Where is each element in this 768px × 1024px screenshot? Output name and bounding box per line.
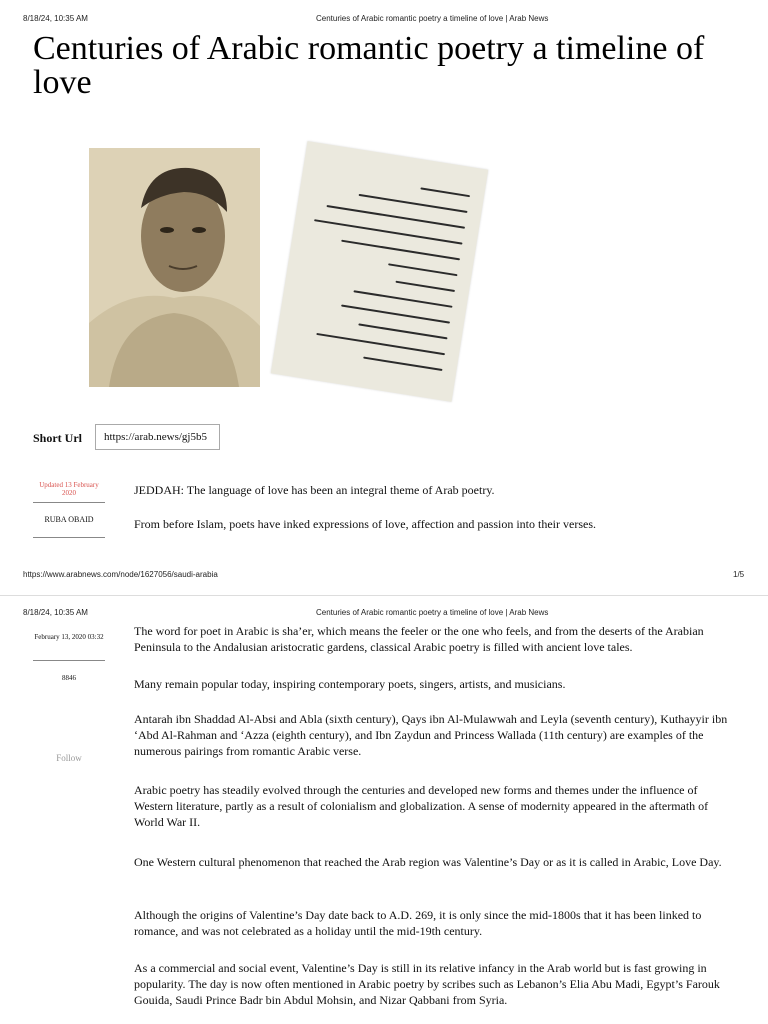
print-footer-page: 1/5 (733, 570, 745, 579)
article-paragraph: From before Islam, poets have inked expressions of love, affection and passion into their verses. (134, 517, 596, 531)
article-paragraph: Many remain popular today, inspiring contemporary poets, singers, artists, and musicians. (134, 677, 566, 691)
updated-date: Updated 13 February 2020 (39, 481, 99, 497)
article-paragraph: Antarah ibn Shaddad Al-Absi and Abla (sixth century), Qays ibn Al-Mulawwah and Leyla (seventh century), Kuthayyir ibn ‘Abd Al-Rahman and ‘Azza (eighth century), and Ibn Zaydun and Princess Wallada (11th century) are examples of the numerous pairings from romantic Arabic verse. (134, 712, 728, 758)
handwritten-poem-image (271, 141, 489, 402)
follow-button[interactable]: Follow (56, 753, 82, 763)
print-header-title: Centuries of Arabic romantic poetry a timeline of love | Arab News (316, 14, 549, 23)
page-break (0, 595, 768, 596)
article-paragraph: JEDDAH: The language of love has been an integral theme of Arab poetry. (134, 483, 495, 497)
author-name[interactable]: RUBA OBAID (44, 515, 94, 524)
article-paragraph: The word for poet in Arabic is sha’er, which means the feeler or the one who feels, and from the deserts of the Arabian Peninsula to the Andalusian aristocratic gardens, classical Arabic poetry is filled with ancient love tales. (134, 624, 704, 654)
print-header-date: 8/18/24, 10:35 AM (23, 14, 88, 23)
short-url-field[interactable]: https://arab.news/gj5b5 (95, 424, 220, 450)
divider (33, 537, 105, 538)
article-paragraph: Arabic poetry has steadily evolved through the centuries and developed new forms and themes under the influence of Western literature, partly as a result of colonialism and globalization. A sense of modernity appeared in the aftermath of World War II. (134, 783, 709, 829)
article-title: Centuries of Arabic romantic poetry a timeline of love (33, 30, 705, 101)
print-header-title: Centuries of Arabic romantic poetry a timeline of love | Arab News (316, 608, 549, 617)
short-url-label: Short Url (33, 431, 82, 445)
divider (33, 660, 105, 661)
divider (33, 502, 105, 503)
print-footer-url: https://www.arabnews.com/node/1627056/saudi-arabia (23, 570, 218, 579)
publish-date: February 13, 2020 03:32 (34, 633, 104, 641)
article-paragraph: Although the origins of Valentine’s Day date back to A.D. 269, it is only since the mid-1800s that it has been linked to romance, and was not celebrated as a holiday until the mid-19th century. (134, 908, 702, 938)
article-paragraph: As a commercial and social event, Valentine’s Day is still in its relative infancy in the Arab world but is fast growing in popularity. The day is now often mentioned in Arabic poetry by scribes such as Lebanon’s Elia Abu Madi, Egypt’s Farouk Gouida, Saudi Prince Badr bin Abdul Mohsin, and Nizar Qabbani from Syria. (134, 961, 720, 1007)
poet-portrait-image (89, 148, 260, 387)
view-count: 8846 (62, 674, 76, 682)
print-header-date: 8/18/24, 10:35 AM (23, 608, 88, 617)
article-paragraph: One Western cultural phenomenon that reached the Arab region was Valentine’s Day or as it is called in Arabic, Love Day. (134, 855, 722, 869)
